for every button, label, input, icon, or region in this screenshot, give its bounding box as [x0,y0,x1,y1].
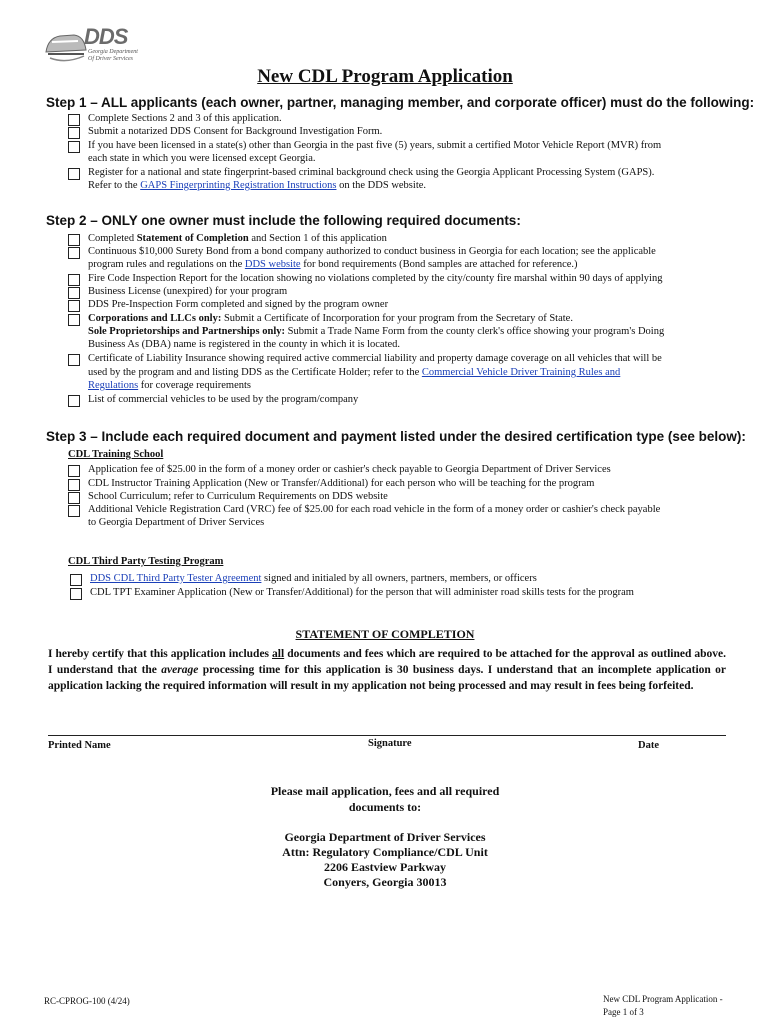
page-number: Page 1 of 3 [603,1007,644,1017]
statement-of-completion-text: Statement of Completion [136,233,249,244]
step2-item-4: Business License (unexpired) for your program [88,286,288,297]
regulations-link[interactable]: Regulations [88,380,139,391]
text: program rules and regulations on the [88,259,243,270]
statement-title: STATEMENT OF COMPLETION [295,627,475,641]
step2-checkbox-5[interactable] [68,300,80,312]
car-emblem-icon [44,28,88,62]
school-item-4: Additional Vehicle Registration Card (VRC) fee of $25.00 for each road vehicle in the form of a money order or cashier's check payable [88,504,661,515]
school-checkbox-4[interactable] [68,505,80,517]
sole-proprietorships-label: Sole Proprietorships and Partnerships only: [88,326,285,337]
tpt-item-1 [90,572,537,585]
dds-website-link[interactable]: DDS website [244,259,301,270]
school-checkbox-2[interactable] [68,479,80,491]
text: and Section 1 of this application [251,233,387,244]
step2-item-7: Certificate of Liability Insurance showing required active commercial liability and property damage coverage on all vehicles that will be [88,353,662,364]
step1-checkbox-1[interactable] [68,114,80,126]
text: signed and initialed by all owners, partners, members, or officers [264,573,537,584]
text: documents and fees which are required to be attached for the approval as outlined above. I understand that the [48,648,727,676]
school-item-2: CDL Instructor Training Application (New or Transfer/Additional) for each person who will be teaching for the program [88,478,595,489]
cdl-tpt-title: CDL Third Party Testing Program [68,556,224,567]
step1-item-3-cont: each state in which you were licensed except Georgia. [88,153,316,164]
text: for coverage requirements [140,380,251,391]
step2-checkbox-1[interactable] [68,234,80,246]
step1-item-4: Register for a national and state fingerprint-based criminal background check using the Georgia Applicant Processing System (GAPS). [88,167,655,178]
logo-line-1: Georgia Department [88,49,138,55]
tester-agreement-link[interactable]: DDS CDL Third Party Tester Agreement [90,573,262,584]
address-line-4: Conyers, Georgia 30013 [323,875,447,889]
corporations-label: Corporations and LLCs only: [88,313,222,324]
step2-checkbox-2[interactable] [68,247,80,259]
step2-item-8: List of commercial vehicles to be used by the program/company [88,394,359,405]
step1-item-3: If you have been licensed in a state(s) other than Georgia in the past five (5) years, submit a certified Motor Vehicle Report (MVR) from [88,140,662,151]
step2-item-2-cont [88,258,578,271]
step2-item-2: Continuous $10,000 Surety Bond from a bond company authorized to conduct business in Georgia for each location; see the applicable [88,246,656,257]
step2-checkbox-8[interactable] [68,395,80,407]
text: for bond requirements (Bond samples are attached for reference.) [303,259,578,270]
step2-heading: Step 2 – ONLY one owner must include the following required documents: [46,213,521,228]
address-line-3: 2206 Eastview Parkway [324,860,446,874]
step1-checkbox-4[interactable] [68,168,80,180]
step3-heading: Step 3 – Include each required document and payment listed under the desired certification type (see below): [46,429,746,444]
text-average: average [161,664,199,676]
step2-item-1 [88,232,387,245]
text: Completed [88,233,135,244]
footer-title: New CDL Program Application - [603,994,723,1004]
tpt-checkbox-2[interactable] [70,588,82,600]
step2-checkbox-3[interactable] [68,274,80,286]
school-checkbox-3[interactable] [68,492,80,504]
page-title: New CDL Program Application [257,66,513,87]
address-line-1: Georgia Department of Driver Services [284,830,486,844]
school-item-3: School Curriculum; refer to Curriculum Requirements on DDS website [88,491,388,502]
step1-item-4-cont [88,179,426,192]
mail-instruction-2: documents to: [348,800,422,814]
tpt-checkbox-1[interactable] [70,574,82,586]
school-item-4-cont: to Georgia Department of Driver Services [88,517,265,528]
signature-line[interactable] [48,735,726,736]
gaps-instructions-link[interactable]: GAPS Fingerprinting Registration Instructions [140,180,337,191]
date-label: Date [638,740,659,751]
step2-item-5: DDS Pre-Inspection Form completed and signed by the program owner [88,299,389,310]
step1-heading: Step 1 – ALL applicants (each owner, partner, managing member, and corporate officer) must do the following: [46,95,755,110]
step2-item-3: Fire Code Inspection Report for the location showing no violations completed by the city/county fire marshal within 90 days of applying [88,273,663,284]
step2-item-6 [88,312,573,325]
step2-checkbox-7[interactable] [68,354,80,366]
commercial-rules-link[interactable]: Commercial Vehicle Driver Training Rules and [421,367,621,378]
refer-text: Refer to the [88,180,138,191]
step1-item-2: Submit a notarized DDS Consent for Background Investigation Form. [88,126,383,137]
step1-item-1: Complete Sections 2 and 3 of this application. [88,113,282,124]
step2-item-7b [88,366,620,379]
printed-name-label: Printed Name [48,740,111,751]
form-number: RC-CPROG-100 (4/24) [44,996,130,1006]
step1-checkbox-2[interactable] [68,127,80,139]
cdl-training-school-title: CDL Training School [68,449,164,460]
step1-checkbox-3[interactable] [68,141,80,153]
text: Submit a Trade Name Form from the county clerk's office showing your program's Doing [287,326,665,337]
address-line-2: Attn: Regulatory Compliance/CDL Unit [282,845,488,859]
step2-checkbox-4[interactable] [68,287,80,299]
logo-line-2: Of Driver Services [88,56,133,62]
text: processing time for this application is 30 business days. I understand that an incomplete application or application lacking the required information will result in my application not being processed and may result in fees being forfeited. [48,664,727,692]
logo-text: DDS [84,24,128,49]
tpt-item-2: CDL TPT Examiner Application (New or Transfer/Additional) for the person that will administer road skills tests for the program [90,587,634,598]
school-item-1: Application fee of $25.00 in the form of a money order or cashier's check payable to Georgia Department of Driver Services [88,464,611,475]
school-checkbox-1[interactable] [68,465,80,477]
text: Submit a Certificate of Incorporation for your program from the Secretary of State. [223,313,573,324]
statement-text [48,646,726,694]
step2-item-6c: Business As (DBA) name is registered in the county in which it is located. [88,339,401,350]
step2-item-7c [88,379,251,392]
text: used by the program and and listing DDS as the Certificate Holder; refer to the [88,367,420,378]
signature-label: Signature [368,738,412,749]
text-all: all [272,648,285,660]
dds-logo [44,24,154,66]
mail-instruction-1: Please mail application, fees and all required [270,784,500,798]
step2-checkbox-6[interactable] [68,314,80,326]
step2-item-6b [88,325,664,338]
dds-website-text: on the DDS website. [339,180,427,191]
text: I hereby certify that this application includes [48,648,270,660]
